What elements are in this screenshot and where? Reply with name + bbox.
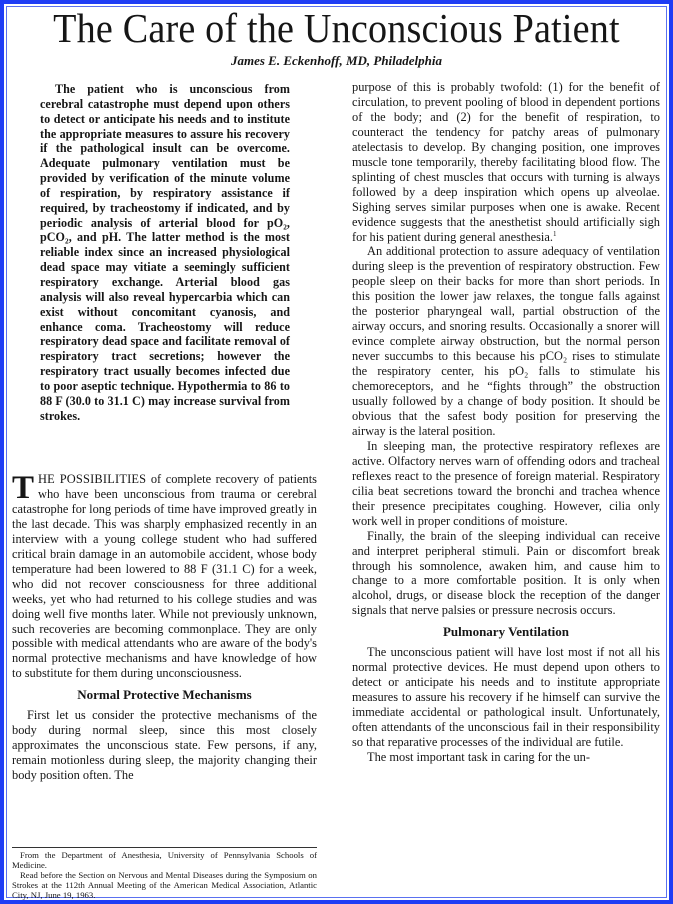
body-paragraph: The unconscious patient will have lost most if not all his normal protective devices. He must depend upon others to detect or anticipate his needs and to institute appropriate measures to assure his recovery if he himself can survive the immediate accidental or pathological insult. Unfortunately, often attendants of the unconscious fail in their responsibility so that reparative processes of the individual are futile. xyxy=(352,645,660,750)
footnotes xyxy=(12,850,317,900)
reference-marker[interactable]: 1 xyxy=(552,229,557,238)
article-title: The Care of the Unconscious Patient xyxy=(53,5,620,51)
body-paragraph: The most important task in caring for the un- xyxy=(367,749,590,764)
right-column xyxy=(352,80,660,765)
article-author: James E. Eckenhoff, MD, Philadelphia xyxy=(230,53,443,68)
left-column xyxy=(12,472,317,783)
footnote-divider xyxy=(12,847,317,848)
intro-paragraph xyxy=(12,472,317,681)
section-heading-normal-protective-mechanisms: Normal Protective Mechanisms xyxy=(77,687,252,703)
article-abstract: The patient who is unconscious from cerebral catastrophe must depend upon others to detect or anticipate his needs and to institute the appropriate measures to assure his recovery if the pathological insult can be overcome. Adequate pulmonary ventilation must be provided by verification of the minute volume of respiration, by respiratory assistance if required, by tracheostomy if indicated, and by periodic analysis of arterial blood for pO₂, pCO₂, and pH. The latter method is the most reliable index since an increased physiological dead space may vitiate a seemingly sufficient respiratory exchange. Arterial blood gas analysis will also reveal hypercarbia which can exist without concomitant cyanosis, and enhance coma. Tracheostomy will reduce respiratory dead space and facilitate removal of respiratory tract secretions; however the respiratory tract usually becomes infected due to poor aseptic technique. Hypothermia to 86 to 88 F (30.0 to 31.1 C) may increase survival from strokes. xyxy=(40,82,290,423)
intro-lead-caps: HE POSSIBILITIES xyxy=(38,472,147,486)
continuation-text: purpose of this is probably twofold: (1) for the benefit of circulation, to prevent pooling of blood in dependent portions of the body; and (2) for the benefit of respiration, to counteract the tendency for patchy areas of pulmonary atelectasis to develop. By changing position, one improves muscle tone temporarily, thereby facilitating blood flow. The splinting of chest muscles that occurs with turning is always followed by a deep inspiration which opens up alveolae. Sighing serves similar purposes when one is awake. Recent evidence suggests that the anesthetist should artificially sigh for his patient during general anesthesia. xyxy=(352,80,660,244)
body-paragraph: An additional protection to assure adequacy of ventilation during sleep is the prevention of respiratory obstruction. Few people sleep on their backs for more than short periods. In this position the lower jaw relaxes, the tongue falls against the posterior pharyngeal wall, partial obstruction of the airway occurs, and snoring results. Occasionally a snorer will evince complete airway obstruction, but the normal person never succumbs to this because his pCO₂ rises to stimulate the respiratory center, his pO₂ falls to stimulate his chemoreceptors, and he “fights through” the obstruction usually followed by a change of body position. It should be obvious that the safest body position for preserving the airway is the lateral position. xyxy=(352,244,660,438)
section-heading-pulmonary-ventilation: Pulmonary Ventilation xyxy=(442,624,570,640)
body-paragraph: First let us consider the protective mechanisms of the body during normal sleep, since this most closely approximates the unconscious state. Few persons, if any, remain motionless during sleep, the majority changing their body position often. The xyxy=(12,708,317,783)
continuation-paragraph xyxy=(352,80,660,244)
drop-cap: T xyxy=(12,470,35,506)
footnote-affiliation: From the Department of Anesthesia, University of Pennsylvania Schools of Medicine. xyxy=(12,850,317,870)
body-paragraph: In sleeping man, the protective respiratory reflexes are active. Olfactory nerves warn of offending odors and tracheal reflexes react to the presence of foreign material. Respiratory cilia beat secretions toward the bronchi and trachea whence their presence precipitates coughing. However, cilia only work well in proper conditions of moisture. xyxy=(352,438,660,528)
intro-text: of complete recovery of patients who have been unconscious from trauma or cerebral catastrophe for long periods of time have improved greatly in the last decade. This was sharply emphasized recently in an interview with a young college student who had suffered critical brain damage in an automobile accident, whose body temperature had been lowered to 88 F (31.1 C) for a week, who did not recover consciousness for three additional weeks, yet who had returned to his college studies and was doing well five months later. While not previously unknown, such recoveries are becoming commonplace. They are only possible with medical attendants who are aware of the body's normal protective mechanisms and have knowledge of how to substitute for them during unconsciousness. xyxy=(12,472,317,681)
footnote-presentation: Read before the Section on Nervous and Mental Diseases during the Symposium on Strokes at the 112th Annual Meeting of the American Medical Association, Atlantic City, NJ, June 19, 1963. xyxy=(12,870,317,900)
body-paragraph: Finally, the brain of the sleeping individual can receive and interpret peripheral stimuli. Pain or discomfort break through his somnolence, awaken him, and cause him to change to a more comfortable position. It is only when alcohol, drugs, or disease block the reception of the danger signals that nerve palsies or pressure necrosis occurs. xyxy=(352,528,660,618)
